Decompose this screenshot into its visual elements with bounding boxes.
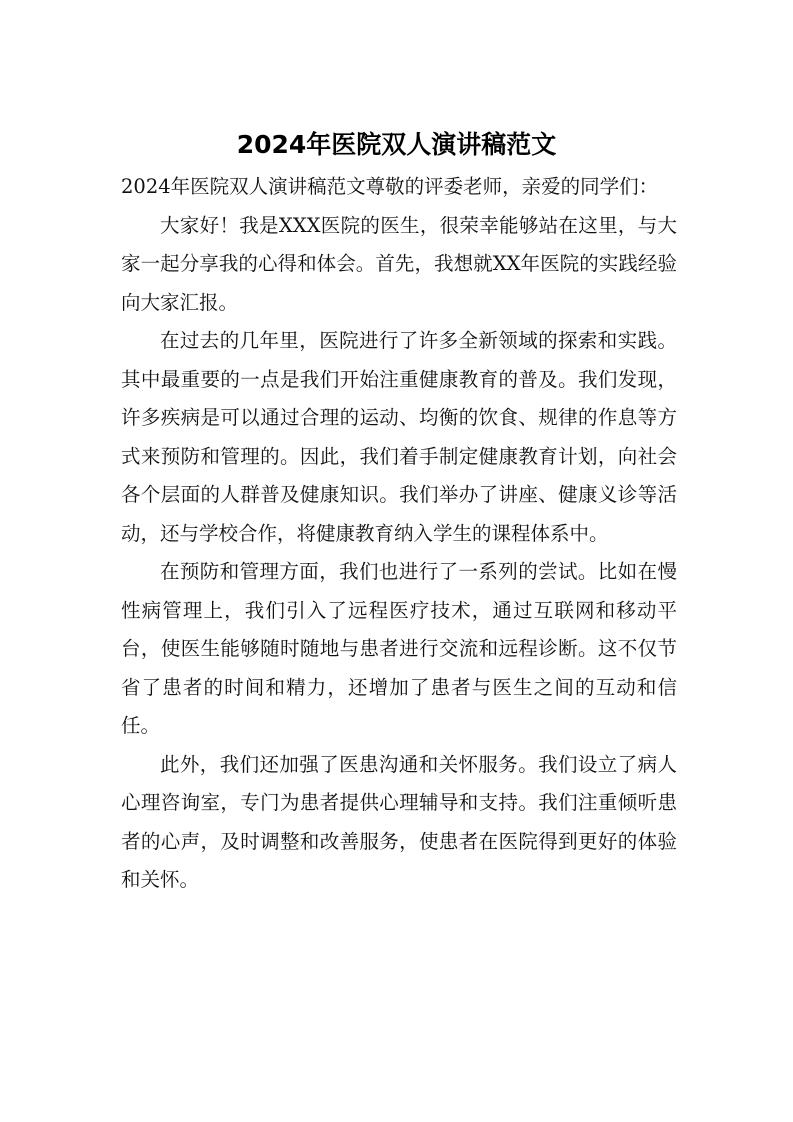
paragraph-prevention-management: 在预防和管理方面，我们也进行了一系列的尝试。比如在慢性病管理上，我们引入了远程医疗技术，通过互联网和移动平台，使医生能够随时随地与患者进行交流和远程诊断。这不仅节省了患者的时间和精力，还增加了患者与医生之间的互动和信任。 — [121, 560, 677, 737]
paragraph-salutation: 2024年医院双人演讲稿范文尊敬的评委老师，亲爱的同学们： — [121, 175, 659, 198]
paragraph-patient-care: 此外，我们还加强了医患沟通和关怀服务。我们设立了病人心理咨询室，专门为患者提供心理辅导和支持。我们注重倾听患者的心声，及时调整和改善服务，使患者在医院得到更好的体验和关怀。 — [121, 752, 677, 891]
document-body — [121, 168, 677, 900]
paragraph-health-education: 在过去的几年里，医院进行了许多全新领域的探索和实践。其中最重要的一点是我们开始注重健康教育的普及。我们发现，许多疾病是可以通过合理的运动、均衡的饮食、规律的作息等方式来预防和管理的。因此，我们着手制定健康教育计划，向社会各个层面的人群普及健康知识。我们举办了讲座、健康义诊等活动，还与学校合作，将健康教育纳入学生的课程体系中。 — [121, 329, 677, 545]
paragraph-introduction: 大家好！我是XXX医院的医生，很荣幸能够站在这里，与大家一起分享我的心得和体会。首先，我想就XX年医院的实践经验向大家汇报。 — [121, 213, 677, 314]
document-title: 2024年医院双人演讲稿范文 — [236, 130, 557, 159]
